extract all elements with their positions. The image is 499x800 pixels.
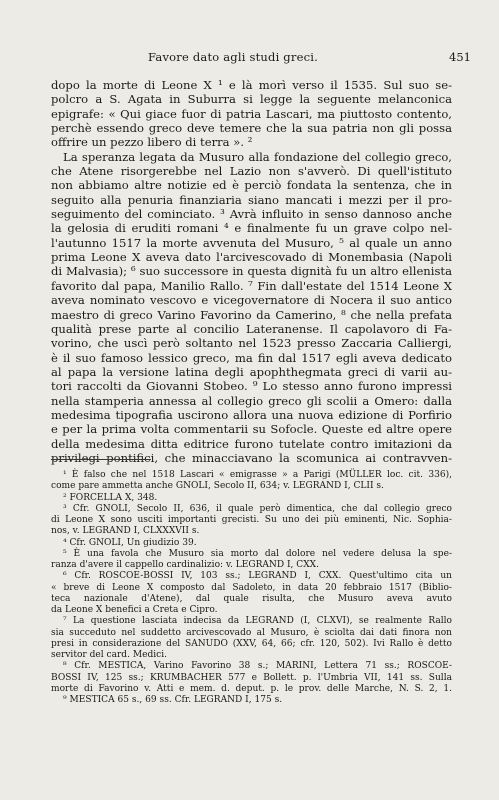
text-line: che Atene risorgerebbe nel Lazio non s'avverò. Di quell'istituto [51, 164, 452, 179]
text-line: epigrafe: « Qui giace fuor di patria Lascari, ma piuttosto contento, [51, 106, 452, 121]
text-line: prima Leone X aveva dato l'arcivescovado di Monembasia (Napoli [51, 250, 452, 265]
footnote-line: ¹ È falso che nel 1518 Lascari « emigrasse » a Parigi (MÜLLER loc. cit. 336), [63, 470, 452, 480]
text-line: l'autunno 1517 la morte avvenuta del Musuro, ⁵ al quale un anno [51, 235, 452, 250]
footnote-line: sia succeduto nel suddetto arcivescovado al Musuro, è sciolta dai dati finora non [51, 627, 452, 638]
text-line: e per la prima volta commentarii su Sofocle. Queste ed altre opere [51, 422, 452, 437]
footnote-line: ³ Cfr. GNOLI, Secolo II, 636, il quale però dimentica, che dal collegio greco [63, 503, 452, 514]
text-line: la gelosia di eruditi romani ⁴ e finalmente fu un grave colpo nel- [51, 221, 452, 236]
text-line: medesima tipografia uscirono allora una nuova edizione di Porfirio [51, 407, 452, 422]
footnote-line: ⁴ Cfr. GNOLI, Un giudizio 39. [63, 537, 197, 548]
text-line: qualità prese parte al concilio Lateranense. Il capolavoro di Fa- [51, 321, 452, 336]
text-line: favorito dal papa, Manilio Rallo. ⁷ Fin dall'estate del 1514 Leone X [51, 278, 452, 293]
text-line: offrire un pezzo libero di terra ». ² [51, 135, 253, 150]
footnote-line: BOSSI IV, 125 ss.; KRUMBACHER 577 e Bollett. p. l'Umbria VII, 141 ss. Sulla [51, 672, 452, 683]
footnote-line: ⁹ MESTICA 65 s., 69 ss. Cfr. LEGRAND I, 175 s. [63, 695, 283, 705]
footnote-line: da Leone X benefici a Creta e Cipro. [51, 605, 218, 615]
text-line: di Malvasia); ⁶ suo successore in questa dignità fu un altro ellenista [51, 264, 452, 279]
page-number: 451 [449, 50, 471, 64]
text-line: tori raccolti da Giovanni Stobeo. ⁹ Lo stesso anno furono impressi [51, 379, 452, 394]
text-line: della medesima ditta editrice furono tutelate contro imitazioni da [51, 436, 452, 451]
footnote-line: ² FORCELLA X, 348. [63, 492, 158, 503]
text-line: perchè essendo greco deve temere che la sua patria non gli possa [51, 121, 452, 136]
text-line: aveva nominato vescovo e vicegovernatore di Nocera il suo antico [51, 293, 452, 308]
text-line: polcro a S. Agata in Suburra si legge la seguente melanconica [51, 92, 452, 107]
footnote-line: morte di Favorino v. Atti e mem. d. deput. p. le prov. delle Marche, N. S. 2, 1. [51, 683, 452, 694]
footnotes [51, 470, 452, 706]
text-line: dopo la morte di Leone X ¹ e là morì verso il 1535. Sul suo se- [51, 78, 452, 92]
footnote-line: ⁵ È una favola che Musuro sia morto dal dolore nel vedere delusa la spe- [63, 548, 452, 559]
footnote-line: di Leone X sono usciti importanti grecisti. Su uno dei più eminenti, Nic. Sophia- [51, 515, 452, 525]
text-line: è il suo famoso lessico greco, ma fin dal 1517 egli aveva dedicato [51, 350, 452, 365]
footnote-separator [51, 459, 151, 460]
footnote-line: « breve di Leone X composto dal Sadoleto, in data 20 febbraio 1517 (Biblio- [51, 582, 452, 593]
text-line: nella stamperia annessa al collegio greco gli scolii a Omero: dalla [51, 393, 452, 408]
footnote-line: nos, v. LEGRAND I, CLXXXVII s. [51, 526, 200, 537]
running-title: Favore dato agli studi greci. [148, 50, 318, 64]
text-line: al papa la versione latina degli apophthegmata greci di varii au- [51, 364, 452, 379]
footnote-line: servitor del card. Medici. [51, 650, 167, 660]
page-header [0, 50, 499, 70]
text-line: vorino, che uscì però soltanto nel 1523 presso Zaccaria Calliergi, [51, 336, 452, 351]
text-line: seguito alla penuria finanziaria siano mancati i mezzi per il pro- [51, 192, 452, 207]
footnote-line: ⁷ La questione lasciata indecisa da LEGRAND (I, CLXVI), se realmente Rallo [63, 616, 452, 627]
footnote-line: presi in considerazione del SANUDO (XXV, 64, 66; cfr. 120, 502). Ivi Rallo è detto [51, 638, 452, 649]
footnote-line: ⁶ Cfr. ROSCOE-BOSSI IV, 103 ss.; LEGRAND I, CXX. Quest'ultimo cita un [63, 571, 452, 582]
text-line: non abbiamo altre notizie ed è perciò fondata la sentenza, che in [51, 178, 452, 193]
text-line: privilegi pontifici, che minacciavano la scomunica ai contravven- [51, 450, 452, 465]
main-text [51, 78, 452, 465]
footnote-line: teca nazionale d'Atene), dal quale risulta, che Musuro aveva avuto [51, 593, 452, 604]
text-line: maestro di greco Varino Favorino da Camerino, ⁸ che nella prefata [51, 307, 452, 322]
text-line: seguimento del cominciato. ³ Avrà influito in senso dannoso anche [51, 207, 452, 222]
text-line: La speranza legata da Musuro alla fondazione del collegio greco, [63, 149, 452, 164]
footnote-line: ranza d'avere il cappello cardinalizio: v. LEGRAND I, CXX. [51, 560, 319, 570]
footnote-line: ⁸ Cfr. MESTICA, Varino Favorino 38 s.; MARINI, Lettera 71 ss.; ROSCOE- [63, 661, 452, 672]
footnote-line: come pare ammetta anche GNOLI, Secolo II, 634; v. LEGRAND I, CLII s. [51, 481, 384, 492]
